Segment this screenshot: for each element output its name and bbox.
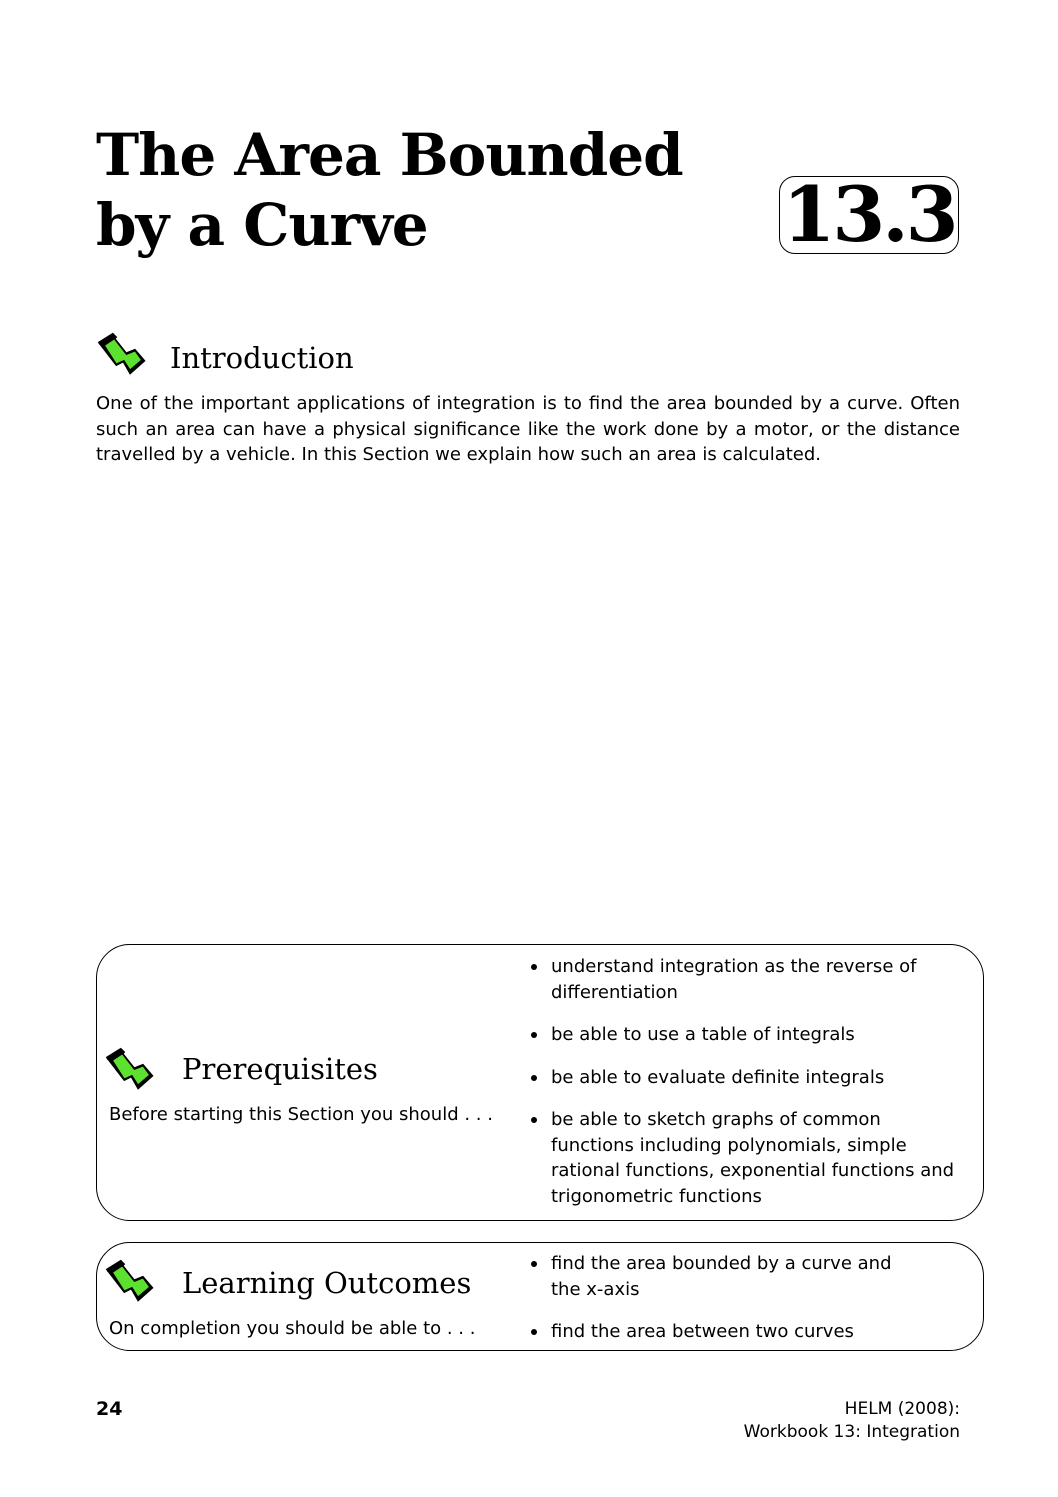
prerequisites-list — [527, 954, 967, 1209]
introduction-heading: Introduction — [170, 341, 354, 375]
section-number-badge: 13.3 — [779, 176, 959, 254]
footer-source — [744, 1398, 960, 1444]
page-number: 24 — [96, 1398, 123, 1420]
introduction-text: One of the important applications of integration is to find the area bounded by a curve. Often such an area can have a physical significance like the work done by a motor, or the distance travelled by a vehicle. In this Section we explain how such an area is calculated. — [96, 393, 960, 465]
lightning-arrow-icon — [105, 1043, 157, 1095]
lightning-arrow-icon — [97, 328, 149, 380]
list-item: find the area between two curves — [527, 1319, 967, 1345]
list-item: be able to evaluate definite integrals — [527, 1065, 967, 1091]
learning-outcomes-list — [527, 1251, 967, 1345]
list-item: understand integration as the reverse of differentiation — [527, 954, 967, 1005]
page-title — [96, 120, 736, 260]
list-item: be able to use a table of integrals — [527, 1022, 967, 1048]
list-item: be able to sketch graphs of common functions including polynomials, simple rational functions, exponential functions and trigonometric functions — [527, 1107, 967, 1209]
title-line-2: by a Curve — [96, 191, 428, 259]
footer-source-line-2: Workbook 13: Integration — [743, 1422, 960, 1442]
footer-source-line-1: HELM (2008): — [844, 1399, 960, 1419]
prerequisites-heading: Prerequisites — [182, 1052, 378, 1086]
learning-outcomes-heading: Learning Outcomes — [182, 1266, 472, 1300]
title-line-1: The Area Bounded — [96, 121, 683, 189]
lightning-arrow-icon — [105, 1255, 157, 1307]
list-item: find the area bounded by a curve and the x-axis — [527, 1251, 911, 1302]
prerequisites-subtext: Before starting this Section you should . . . — [109, 1104, 493, 1125]
learning-outcomes-subtext: On completion you should be able to . . . — [109, 1318, 476, 1339]
